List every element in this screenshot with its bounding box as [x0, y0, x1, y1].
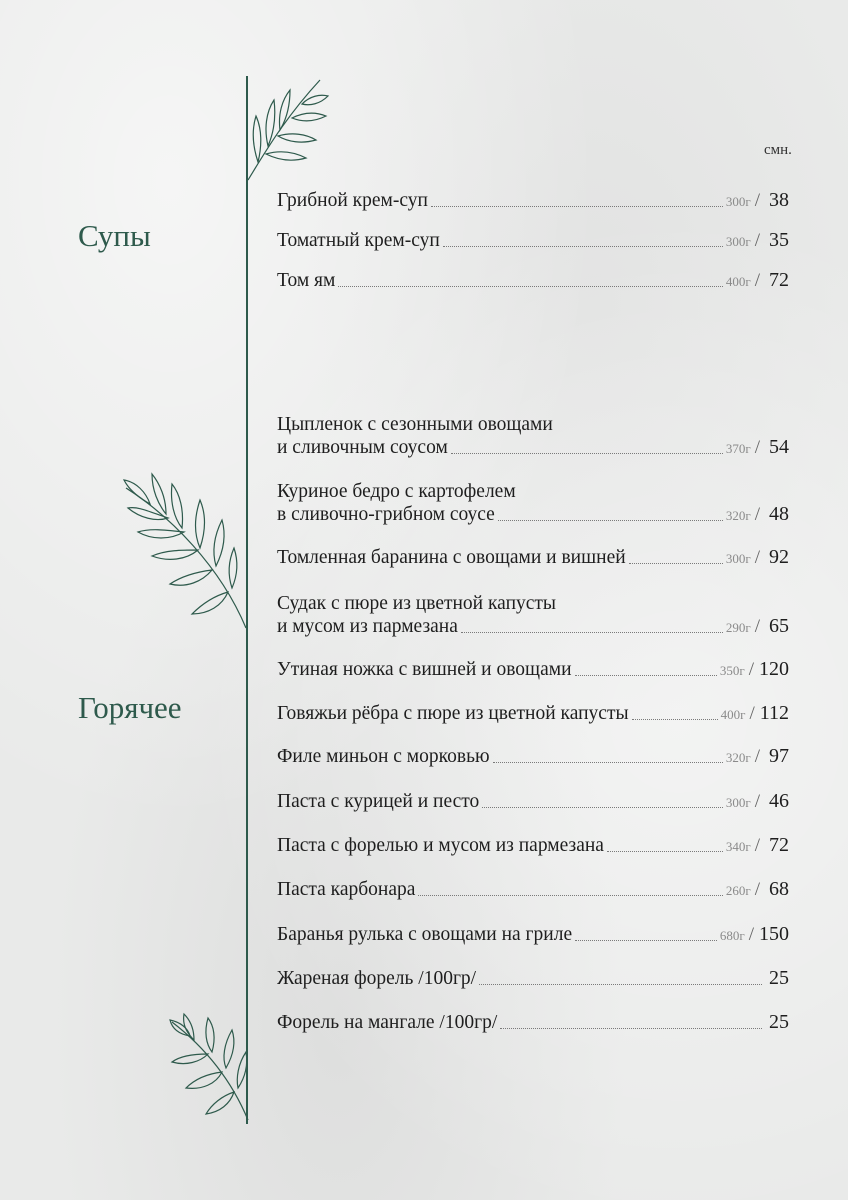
item-price: 25 [769, 967, 789, 989]
item-name: Грибной крем-суп [277, 190, 428, 211]
item-price: 120 [759, 658, 789, 680]
menu-item [277, 592, 789, 638]
separator: / [749, 703, 755, 724]
menu-item [277, 790, 789, 813]
item-weight: 300г [725, 194, 751, 209]
menu-item [277, 546, 789, 569]
dot-leader [575, 674, 717, 676]
separator: / [754, 270, 760, 291]
dot-leader [607, 850, 723, 852]
item-price: 65 [769, 615, 789, 637]
separator: / [754, 230, 760, 251]
menu-item [277, 229, 789, 252]
leaf-branch-icon [120, 466, 250, 632]
section-title-hot: Горячее [78, 690, 182, 725]
menu-item [277, 480, 789, 526]
dot-leader [479, 983, 762, 985]
menu-item [277, 1011, 789, 1034]
item-price: 112 [759, 702, 789, 724]
separator: / [754, 879, 760, 900]
dot-leader [575, 939, 717, 941]
menu-item [277, 658, 789, 681]
item-price: 25 [769, 1011, 789, 1033]
menu-item [277, 834, 789, 857]
menu-item [277, 878, 789, 901]
item-name-line1: Куриное бедро с картофелем [277, 481, 516, 502]
item-name: Форель на мангале /100гр/ [277, 1012, 498, 1033]
separator: / [754, 437, 760, 458]
item-price: 46 [769, 790, 789, 812]
dot-leader [338, 285, 723, 287]
item-name: Томленная баранина с овощами и вишней [277, 547, 626, 568]
dot-leader [418, 894, 722, 896]
item-name: и сливочным соусом [277, 437, 448, 458]
dot-leader [443, 245, 723, 247]
menu-item [277, 189, 789, 212]
separator: / [754, 746, 760, 767]
item-weight: 300г [725, 795, 751, 810]
item-weight: 300г [725, 551, 751, 566]
item-name: и мусом из пармезана [277, 616, 458, 637]
separator: / [754, 547, 760, 568]
menu-item [277, 269, 789, 292]
section-title-soups: Супы [78, 218, 151, 253]
separator: / [754, 791, 760, 812]
item-price: 92 [769, 546, 789, 568]
dot-leader [431, 205, 723, 207]
item-name: Томатный крем-суп [277, 230, 440, 251]
item-price: 35 [769, 229, 789, 251]
item-name-line1: Судак с пюре из цветной капусты [277, 593, 557, 614]
item-name: Том ям [277, 270, 336, 291]
leaf-branch-icon [168, 1012, 252, 1124]
item-price: 48 [769, 503, 789, 525]
item-weight: 320г [725, 508, 751, 523]
item-price: 54 [769, 436, 789, 458]
dot-leader [498, 519, 723, 521]
dot-leader [451, 452, 723, 454]
item-name: Паста с форелью и мусом из пармезана [277, 835, 604, 856]
item-weight: 400г [725, 274, 751, 289]
item-weight: 680г [719, 928, 745, 943]
separator: / [754, 190, 760, 211]
item-name: Баранья рулька с овощами на гриле [277, 924, 573, 945]
item-name: Паста с курицей и песто [277, 791, 480, 812]
item-price: 72 [769, 269, 789, 291]
dot-leader [493, 761, 723, 763]
item-price: 38 [769, 189, 789, 211]
item-name: Говяжьи рёбра с пюре из цветной капусты [277, 703, 629, 724]
separator: / [754, 835, 760, 856]
dot-leader [632, 718, 718, 720]
menu-item [277, 702, 789, 725]
item-name: Жареная форель /100гр/ [277, 968, 477, 989]
item-name: в сливочно-грибном соусе [277, 504, 495, 525]
dot-leader [629, 562, 723, 564]
item-weight: 340г [725, 839, 751, 854]
menu-item [277, 745, 789, 768]
menu-item [277, 967, 789, 990]
separator: / [748, 924, 754, 945]
item-weight: 350г [719, 663, 745, 678]
item-weight: 260г [725, 883, 751, 898]
item-name: Филе миньон с морковью [277, 746, 490, 767]
leaf-branch-icon [244, 74, 334, 184]
item-name-line1: Цыпленок с сезонными овощами [277, 414, 553, 435]
menu-item [277, 923, 789, 946]
menu-item [277, 413, 789, 459]
item-price: 150 [759, 923, 789, 945]
separator: / [748, 659, 754, 680]
item-name: Утиная ножка с вишней и овощами [277, 659, 572, 680]
item-weight: 290г [725, 620, 751, 635]
dot-leader [461, 631, 723, 633]
dot-leader [482, 806, 723, 808]
separator: / [754, 616, 760, 637]
separator: / [754, 504, 760, 525]
item-weight: 320г [725, 750, 751, 765]
item-name: Паста карбонара [277, 879, 416, 900]
currency-label: смн. [764, 142, 792, 158]
item-weight: 370г [725, 441, 751, 456]
dot-leader [500, 1027, 762, 1029]
item-price: 72 [769, 834, 789, 856]
item-weight: 400г [720, 707, 746, 722]
item-weight: 300г [725, 234, 751, 249]
item-price: 97 [769, 745, 789, 767]
item-price: 68 [769, 878, 789, 900]
